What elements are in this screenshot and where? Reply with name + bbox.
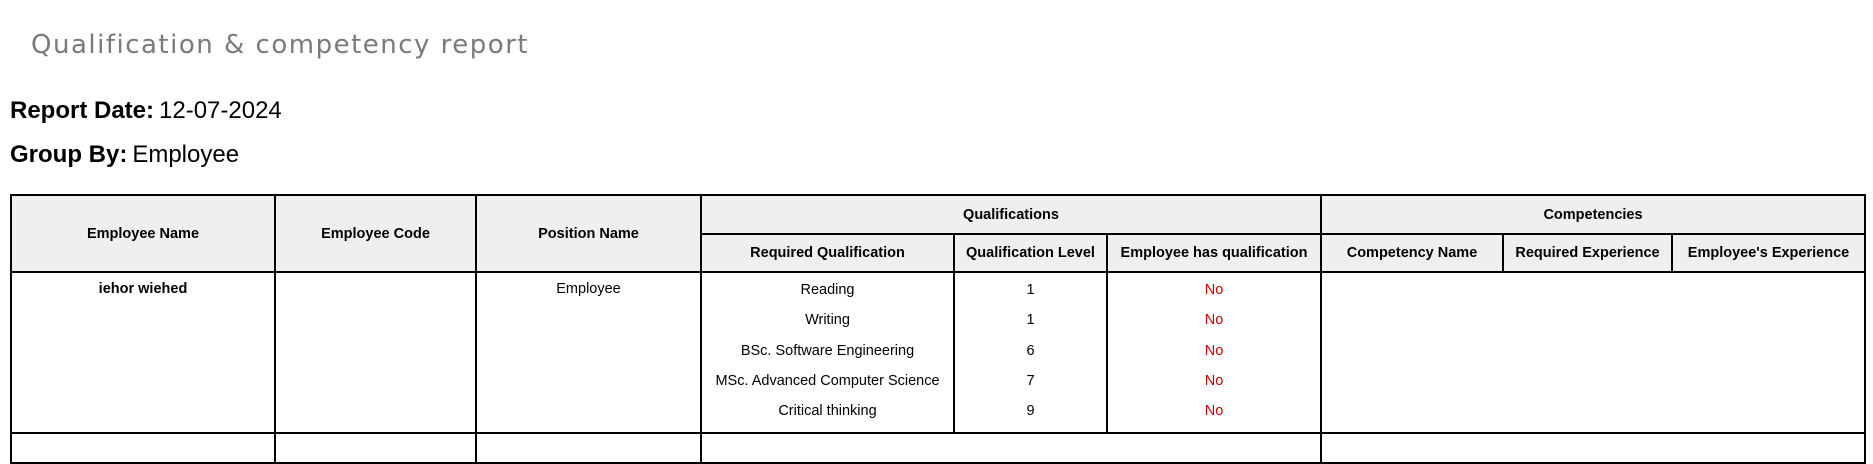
- has-qualification-value: No: [1204, 403, 1224, 420]
- group-by: [10, 141, 239, 169]
- col-position-name: Position Name: [476, 195, 701, 272]
- col-qualification-level: Qualification Level: [954, 234, 1107, 272]
- qualification-level: 1: [1026, 282, 1035, 298]
- employee-has-qualification-cell: [1107, 272, 1321, 433]
- employee-name-cell: iehor wiehed: [11, 272, 275, 433]
- required-qualification-cell: [701, 272, 954, 433]
- qualification-name: MSc. Advanced Computer Science: [715, 372, 940, 389]
- group-by-value: Employee: [132, 141, 240, 168]
- empty-cell: [11, 433, 275, 463]
- report-table: [10, 194, 1866, 464]
- col-required-qualification: Required Qualification: [701, 234, 954, 272]
- report-date-value: 12-07-2024: [159, 97, 282, 124]
- col-competency-name: Competency Name: [1321, 234, 1503, 272]
- qualification-name: Reading: [800, 282, 855, 298]
- report-date: [10, 97, 282, 125]
- col-employee-name: Employee Name: [11, 195, 275, 272]
- qualification-level: 7: [1026, 372, 1035, 389]
- has-qualification-value: No: [1204, 342, 1224, 359]
- competencies-cell: [1321, 272, 1865, 433]
- qualification-level: 6: [1026, 342, 1035, 359]
- qualification-level: 1: [1026, 312, 1035, 329]
- position-name-cell: Employee: [476, 272, 701, 433]
- empty-cell: [1321, 433, 1865, 463]
- has-qualification-value: No: [1204, 312, 1224, 329]
- report-date-label: Report Date:: [10, 97, 155, 124]
- col-required-experience: Required Experience: [1503, 234, 1672, 272]
- group-competencies: Competencies: [1321, 195, 1865, 234]
- report-title: Qualification & competency report: [31, 30, 530, 60]
- qualification-name: BSc. Software Engineering: [740, 342, 915, 359]
- group-qualifications: Qualifications: [701, 195, 1321, 234]
- has-qualification-value: No: [1204, 282, 1224, 298]
- col-employee-has-qualification: Employee has qualification: [1107, 234, 1321, 272]
- employee-code-cell: [275, 272, 476, 433]
- qualification-level-cell: [954, 272, 1107, 433]
- has-qualification-value: No: [1204, 372, 1224, 389]
- empty-cell: [701, 433, 1321, 463]
- table-row: [11, 433, 1865, 463]
- empty-cell: [476, 433, 701, 463]
- qualification-level: 9: [1026, 403, 1035, 420]
- group-by-label: Group By:: [10, 141, 128, 168]
- table-row: [11, 272, 1865, 433]
- col-employees-experience: Employee's Experience: [1672, 234, 1865, 272]
- empty-cell: [275, 433, 476, 463]
- qualification-name: Writing: [805, 312, 850, 329]
- col-employee-code: Employee Code: [275, 195, 476, 272]
- qualification-name: Critical thinking: [778, 403, 877, 420]
